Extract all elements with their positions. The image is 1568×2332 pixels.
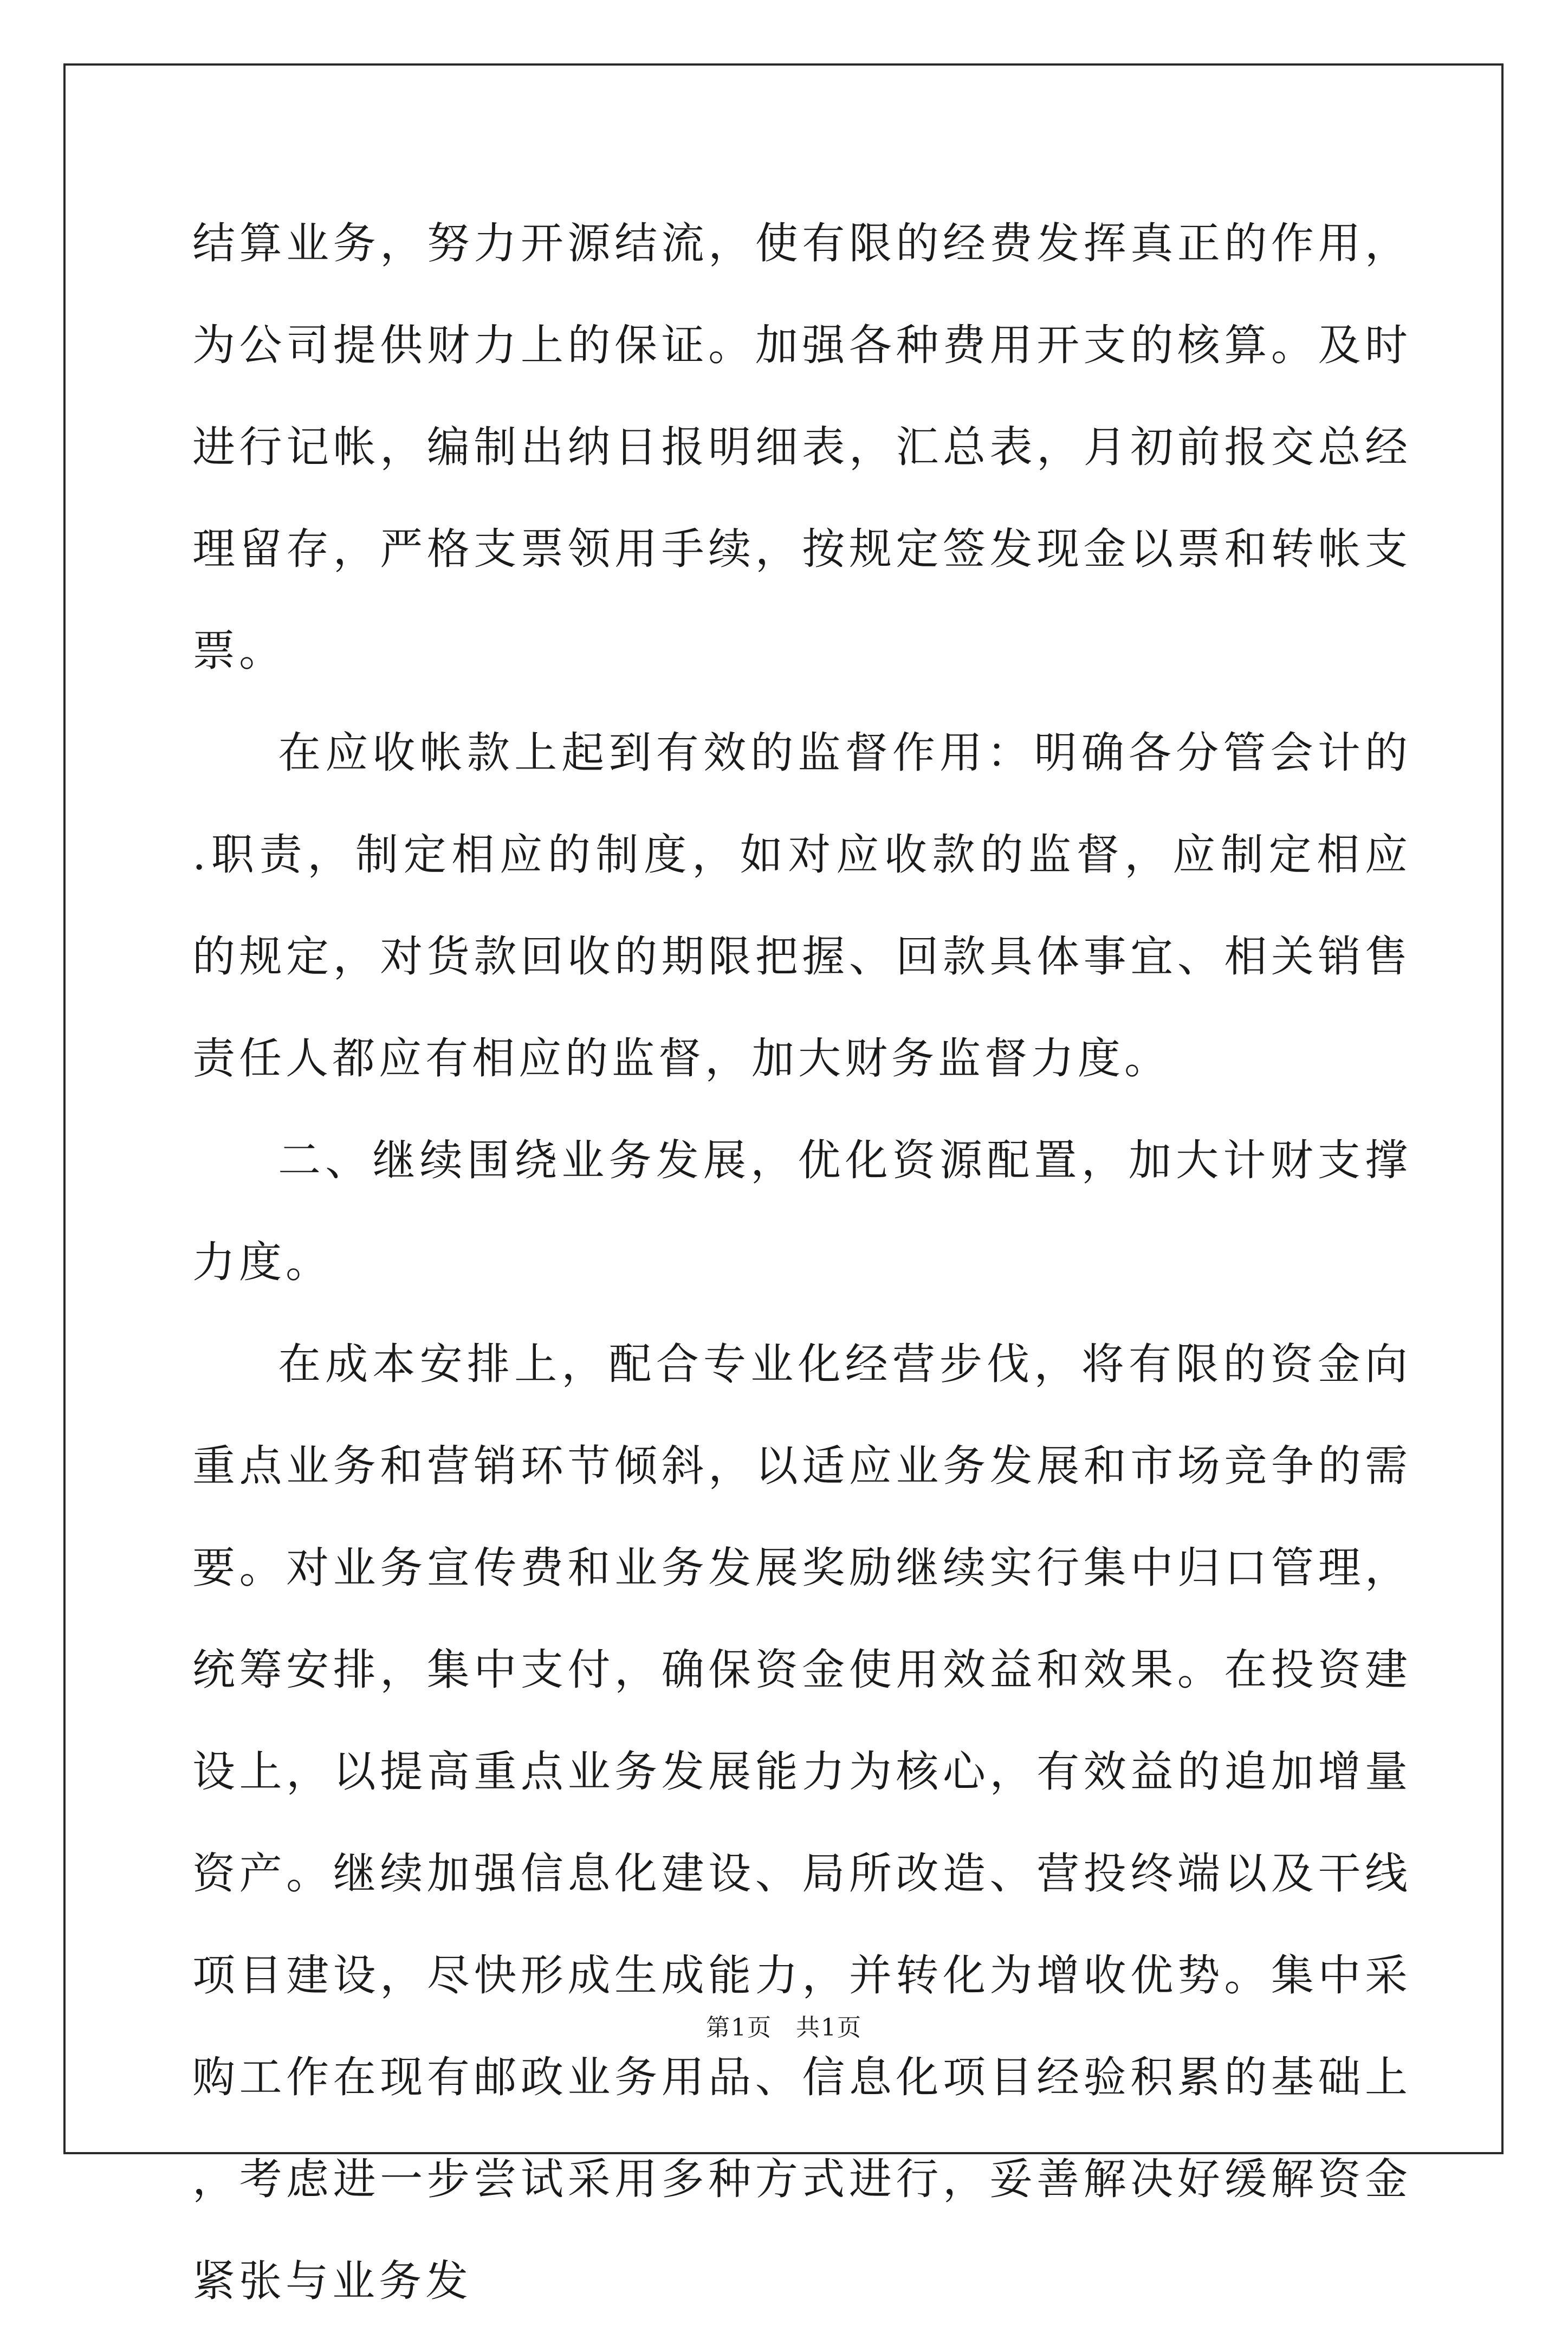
page-total: 共1页 bbox=[796, 2014, 862, 2042]
paragraph-4: 在成本安排上，配合专业化经营步伐，将有限的资金向重点业务和营销环节倾斜，以适应业务发展和市场竞争的需要。对业务宣传费和业务发展奖励继续实行集中归口管理，统筹安排，集中支付，确保资金使用效益和效果。在投资建设上，以提高重点业务发展能力为核心，有效益的追加增量资产。继续加强信息化建设、局所改造、营投终端以及干线项目建设，尽快形成生成能力，并转化为增收优势。集中采购工作在现有邮政业务用品、信息化项目经验积累的基础上，考虑进一步尝试采用多种方式进行，妥善解决好缓解资金紧张与业务发 bbox=[192, 1339, 1411, 2306]
paragraph-2: 在应收帐款上起到有效的监督作用：明确各分管会计的.职责，制定相应的制度，如对应收款的监督，应制定相应的规定，对货款回收的期限把握、回款具体事宜、相关销售责任人都应有相应的监督，加大财务监督力度。 bbox=[192, 728, 1411, 1083]
paragraph-3-heading: 二、继续围绕业务发展，优化资源配置，加大计财支撑力度。 bbox=[192, 1135, 1411, 1287]
page-footer bbox=[0, 2008, 1568, 2043]
page-number: 第1页 bbox=[706, 2014, 772, 2042]
paragraph-1: 结算业务，努力开源结流，使有限的经费发挥真正的作用，为公司提供财力上的保证。加强各种费用开支的核算。及时进行记帐，编制出纳日报明细表，汇总表，月初前报交总经理留存，严格支票领用手续，按规定签发现金以票和转帐支票。 bbox=[192, 218, 1411, 676]
